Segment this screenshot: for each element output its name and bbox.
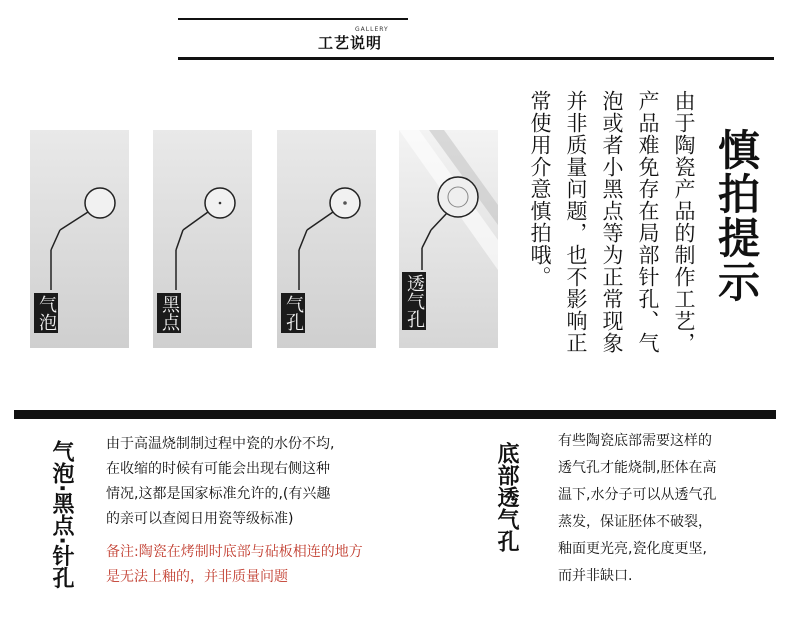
right-line: 釉面更光亮,瓷化度更坚, — [558, 541, 707, 557]
header-subtitle: GALLERY — [355, 26, 389, 33]
sample-panel-black-dot — [153, 130, 252, 348]
header-bottom-rule — [178, 57, 774, 60]
panel-label: 气泡 — [36, 295, 57, 331]
notice-column-2: 产品难免存在局部针孔、气 — [636, 90, 660, 354]
header-title: 工艺说明 — [318, 34, 383, 52]
panel-label: 透气孔 — [404, 274, 425, 328]
left-line: 情况,这都是国家标准允许的,(有兴趣 — [106, 486, 331, 502]
notice-column-4: 并非质量问题，也不影响正 — [564, 90, 588, 354]
note-line: 是无法上釉的，并非质量问题 — [106, 569, 288, 585]
panel-label: 黑点 — [159, 295, 180, 331]
notice-title: 慎拍提示 — [712, 128, 761, 304]
section-divider — [14, 410, 776, 419]
left-section-body — [106, 432, 406, 590]
panel-label: 气孔 — [283, 295, 304, 331]
sample-panel-bubble — [30, 130, 129, 348]
header-top-rule — [178, 18, 408, 20]
right-section-title: 底部透气孔 — [494, 442, 519, 552]
right-line: 透气孔才能烧制,胚体在高 — [558, 460, 717, 476]
right-section-body — [558, 428, 778, 590]
left-section-title: 气泡·黑点·针孔 — [49, 440, 74, 589]
right-line: 而并非缺口. — [558, 568, 633, 584]
left-line: 的亲可以查阅日用瓷等级标准) — [106, 511, 294, 527]
notice-column-3: 泡或者小黑点等为正常现象 — [600, 90, 624, 354]
left-line: 由于高温烧制制过程中瓷的水份不均, — [106, 436, 335, 452]
left-line: 在收缩的时候有可能会出现右侧这种 — [106, 461, 330, 477]
notice-column-5: 常使用介意慎拍哦。 — [528, 90, 552, 288]
right-line: 温下,水分子可以从透气孔 — [558, 487, 717, 503]
note-line: 备注:陶瓷在烤制时底部与砧板相连的地方 — [106, 544, 363, 560]
notice-column-1: 由于陶瓷产品的制作工艺， — [672, 90, 696, 354]
right-line: 有些陶瓷底部需要这样的 — [558, 433, 712, 449]
sample-panel-vent-hole — [399, 130, 498, 348]
right-line: 蒸发，保证胚体不破裂， — [558, 514, 712, 530]
sample-panel-air-hole — [277, 130, 376, 348]
